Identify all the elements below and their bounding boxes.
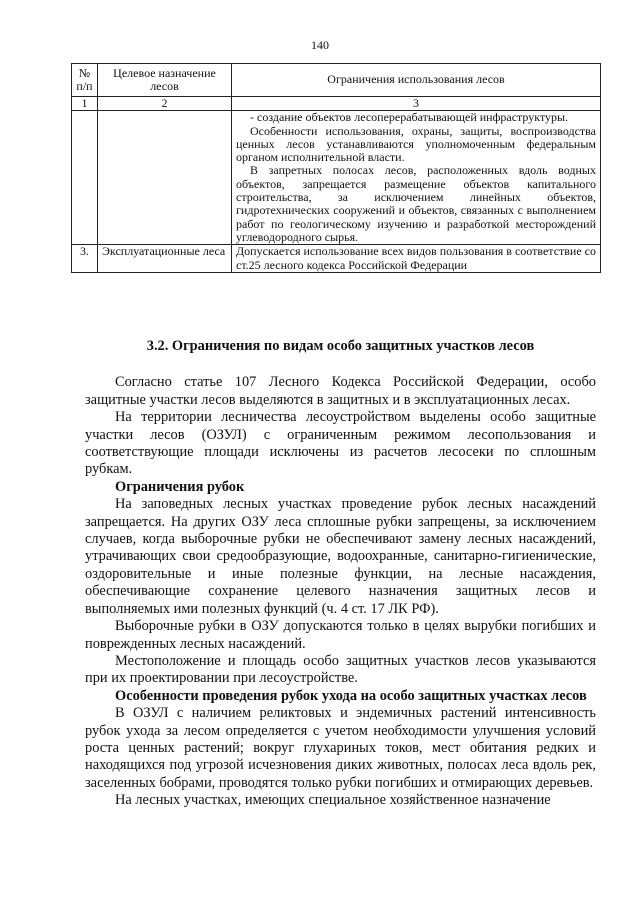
row-limits — [232, 111, 601, 245]
index-cell: 3 — [232, 97, 601, 111]
row-num: 3. — [72, 245, 98, 273]
subheading-cutting-limits: Ограничения рубок — [115, 478, 245, 495]
table-index-row — [72, 97, 601, 111]
section-title: 3.2. Ограничения по видам особо защитных участков лесов — [146, 338, 535, 354]
table-row — [72, 111, 601, 245]
header-limits: Ограничения использования лесов — [232, 64, 601, 97]
limits-paragraph: Допускается использование всех видов пользования в соответствие со ст.25 лесного кодекса Российской Федерации — [236, 244, 597, 272]
paragraph: Согласно статье 107 Лесного Кодекса Российской Федерации, особо защитные участки лесов выделяются в защитных и в эксплуатационных лесах. — [85, 374, 596, 408]
paragraph: На территории лесничества лесоустройством выделены особо защитные участки лесов (ОЗУЛ) с ограниченным режимом лесопользования и соответствующие площади исключены из расчетов лесосеки по сплошным рубкам. — [85, 409, 596, 478]
section-body — [85, 338, 596, 810]
subheading-care-cutting: Особенности проведения рубок ухода на особо защитных участках лесов — [115, 687, 587, 704]
header-num: № п/п — [72, 64, 98, 97]
page-number: 140 — [311, 38, 329, 52]
paragraph: Выборочные рубки в ОЗУ допускаются только в целях вырубки погибших и поврежденных лесных насаждений. — [85, 618, 596, 652]
paragraph: На лесных участках, имеющих специальное хозяйственное назначение — [115, 792, 551, 809]
row-purpose: Эксплуатационные леса — [98, 245, 232, 273]
paragraph: На заповедных лесных участках проведение рубок лесных насаждений запрещается. На других ОЗУ леса сплошные рубки запрещены, за исключением случаев, когда выборочные рубки не обеспечивают замену лесных насаждений, утрачивающих свои средообразующие, водоохранные, санитарно-гигиенические, оздоровительные и иные полезные функции, на лесные насаждения, обеспечивающие сохранение целевого назначения защитных лесов и выполняемых ими полезных функций (ч. 4 ст. 17 ЛК РФ). — [85, 496, 596, 617]
paragraph: Местоположение и площадь особо защитных участков лесов указываются при их проектировании при лесоустройстве. — [85, 652, 596, 687]
row-purpose — [98, 111, 232, 245]
table-header-row — [72, 64, 601, 97]
index-cell: 1 — [72, 97, 98, 111]
limits-paragraph: В запретных полосах лесов, расположенных вдоль водных объектов, запрещается размещение объектов капитального строительства, за исключением линейных объектов, гидротехнических сооружений и объектов, связанных с выполнением работ по геологическому изучению и разработкой месторождений углеводородного сырья. — [236, 163, 596, 244]
limits-paragraph: - создание объектов лесоперерабатывающей инфраструктуры. — [250, 110, 569, 125]
header-purpose: Целевое назначение лесов — [98, 64, 232, 97]
paragraph: В ОЗУЛ с наличием реликтовых и эндемичных растений интенсивность рубок ухода за лесом определяется с учетом необходимости улучшения условий роста ценных растений; вокруг глухариных токов, мест обитания редких и находящихся под угрозой исчезновения диких животных, полосах леса вдоль рек, заселенных бобрами, проводятся только рубки погибших и отмирающих деревьев. — [85, 705, 596, 791]
table-row — [72, 245, 601, 273]
limits-paragraph: Особенности использования, охраны, защиты, воспроизводства ценных лесов устанавливаются уполномоченным федеральным органом исполнительной власти. — [236, 123, 596, 165]
forest-limits-table — [71, 63, 601, 273]
row-limits — [232, 245, 601, 273]
index-cell: 2 — [98, 97, 232, 111]
row-num — [72, 111, 98, 245]
